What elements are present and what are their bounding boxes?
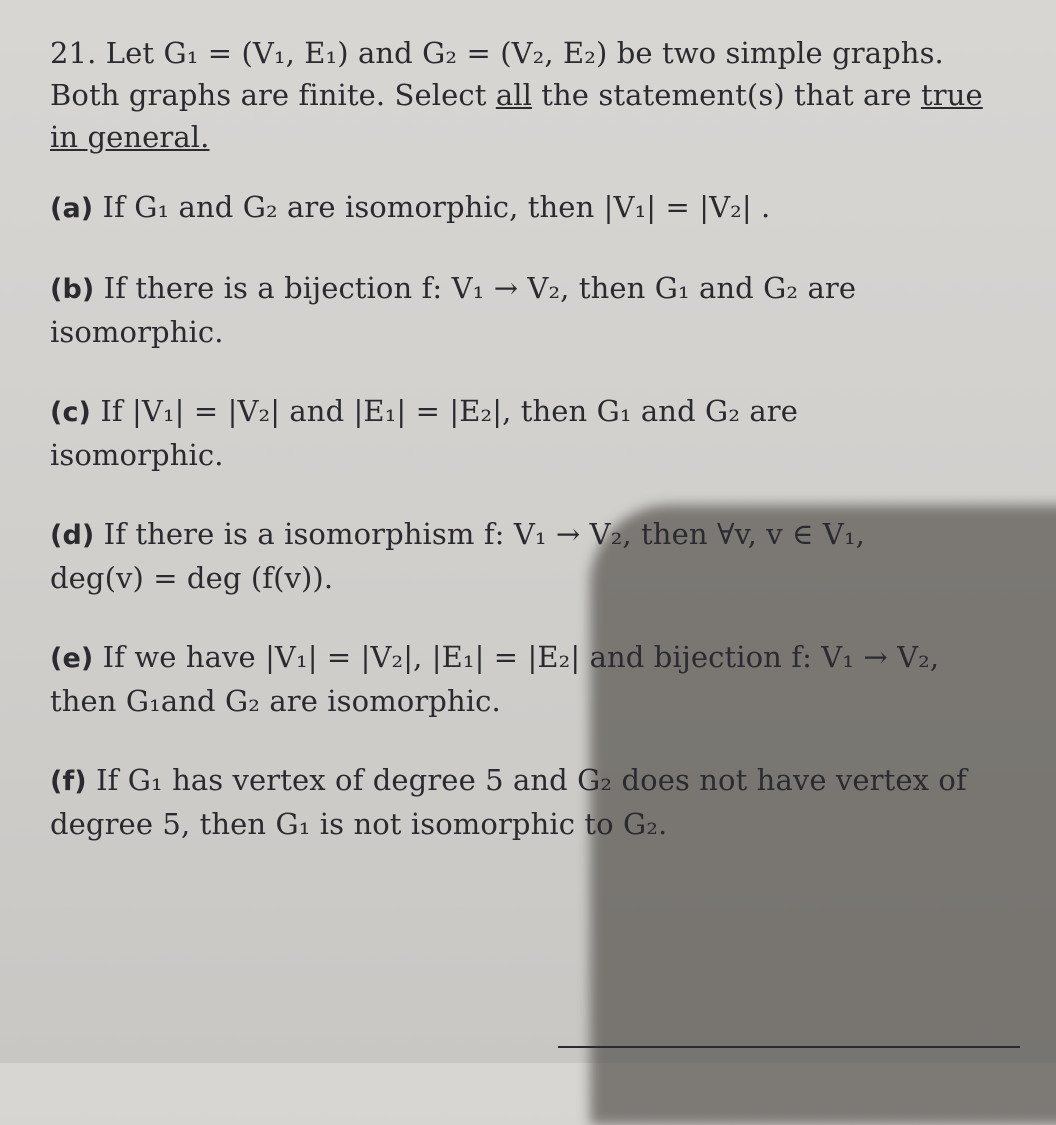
intro-line-1 bbox=[50, 32, 1010, 74]
question-sheet bbox=[50, 32, 1010, 882]
intro-all: all bbox=[495, 78, 532, 112]
option-c[interactable] bbox=[50, 390, 1010, 476]
option-text-cont: degree 5, then G₁ is not isomorphic to G₂. bbox=[50, 807, 668, 841]
option-f[interactable] bbox=[50, 759, 1010, 845]
option-text: If |V₁| = |V₂| and |E₁| = |E₂|, then G₁ and G₂ are bbox=[100, 394, 798, 428]
option-label: (d) bbox=[50, 520, 95, 551]
intro-true: true bbox=[920, 78, 983, 112]
option-label: (c) bbox=[50, 397, 91, 428]
option-line bbox=[50, 759, 1010, 803]
option-line bbox=[50, 390, 1010, 434]
option-text-cont: isomorphic. bbox=[50, 438, 224, 472]
intro-text-3: in general. bbox=[50, 120, 210, 154]
question-intro bbox=[50, 32, 1010, 158]
option-text-cont: deg(v) = deg (f(v)). bbox=[50, 561, 334, 595]
option-label: (e) bbox=[50, 643, 94, 674]
option-d[interactable] bbox=[50, 513, 1010, 599]
option-line bbox=[50, 636, 1010, 680]
option-text: If there is a bijection f: V₁ → V₂, then G₁ and G₂ are bbox=[103, 271, 857, 305]
option-a[interactable] bbox=[50, 186, 1010, 230]
option-label: (a) bbox=[50, 193, 94, 224]
option-text: If we have |V₁| = |V₂|, |E₁| = |E₂| and bijection f: V₁ → V₂, bbox=[102, 640, 940, 674]
option-text: If there is a isomorphism f: V₁ → V₂, then ∀v, v ∈ V₁, bbox=[103, 517, 865, 551]
option-b[interactable] bbox=[50, 267, 1010, 353]
option-text: If G₁ and G₂ are isomorphic, then |V₁| = |V₂| . bbox=[102, 190, 771, 224]
option-line bbox=[50, 267, 1010, 311]
bottom-rule bbox=[558, 1046, 1020, 1048]
option-label: (f) bbox=[50, 766, 87, 797]
intro-line-3 bbox=[50, 116, 1010, 158]
option-e[interactable] bbox=[50, 636, 1010, 722]
question-number: 21. bbox=[50, 36, 97, 70]
option-label: (b) bbox=[50, 274, 95, 305]
intro-text-2a: Both graphs are finite. Select bbox=[50, 78, 496, 112]
option-text-cont: then G₁and G₂ are isomorphic. bbox=[50, 684, 501, 718]
option-line bbox=[50, 513, 1010, 557]
intro-text-2b: the statement(s) that are bbox=[531, 78, 921, 112]
intro-line-2 bbox=[50, 74, 1010, 116]
option-text: If G₁ has vertex of degree 5 and G₂ does not have vertex of bbox=[96, 763, 967, 797]
option-text-cont: isomorphic. bbox=[50, 315, 224, 349]
intro-text-1: Let G₁ = (V₁, E₁) and G₂ = (V₂, E₂) be two simple graphs. bbox=[105, 36, 944, 70]
